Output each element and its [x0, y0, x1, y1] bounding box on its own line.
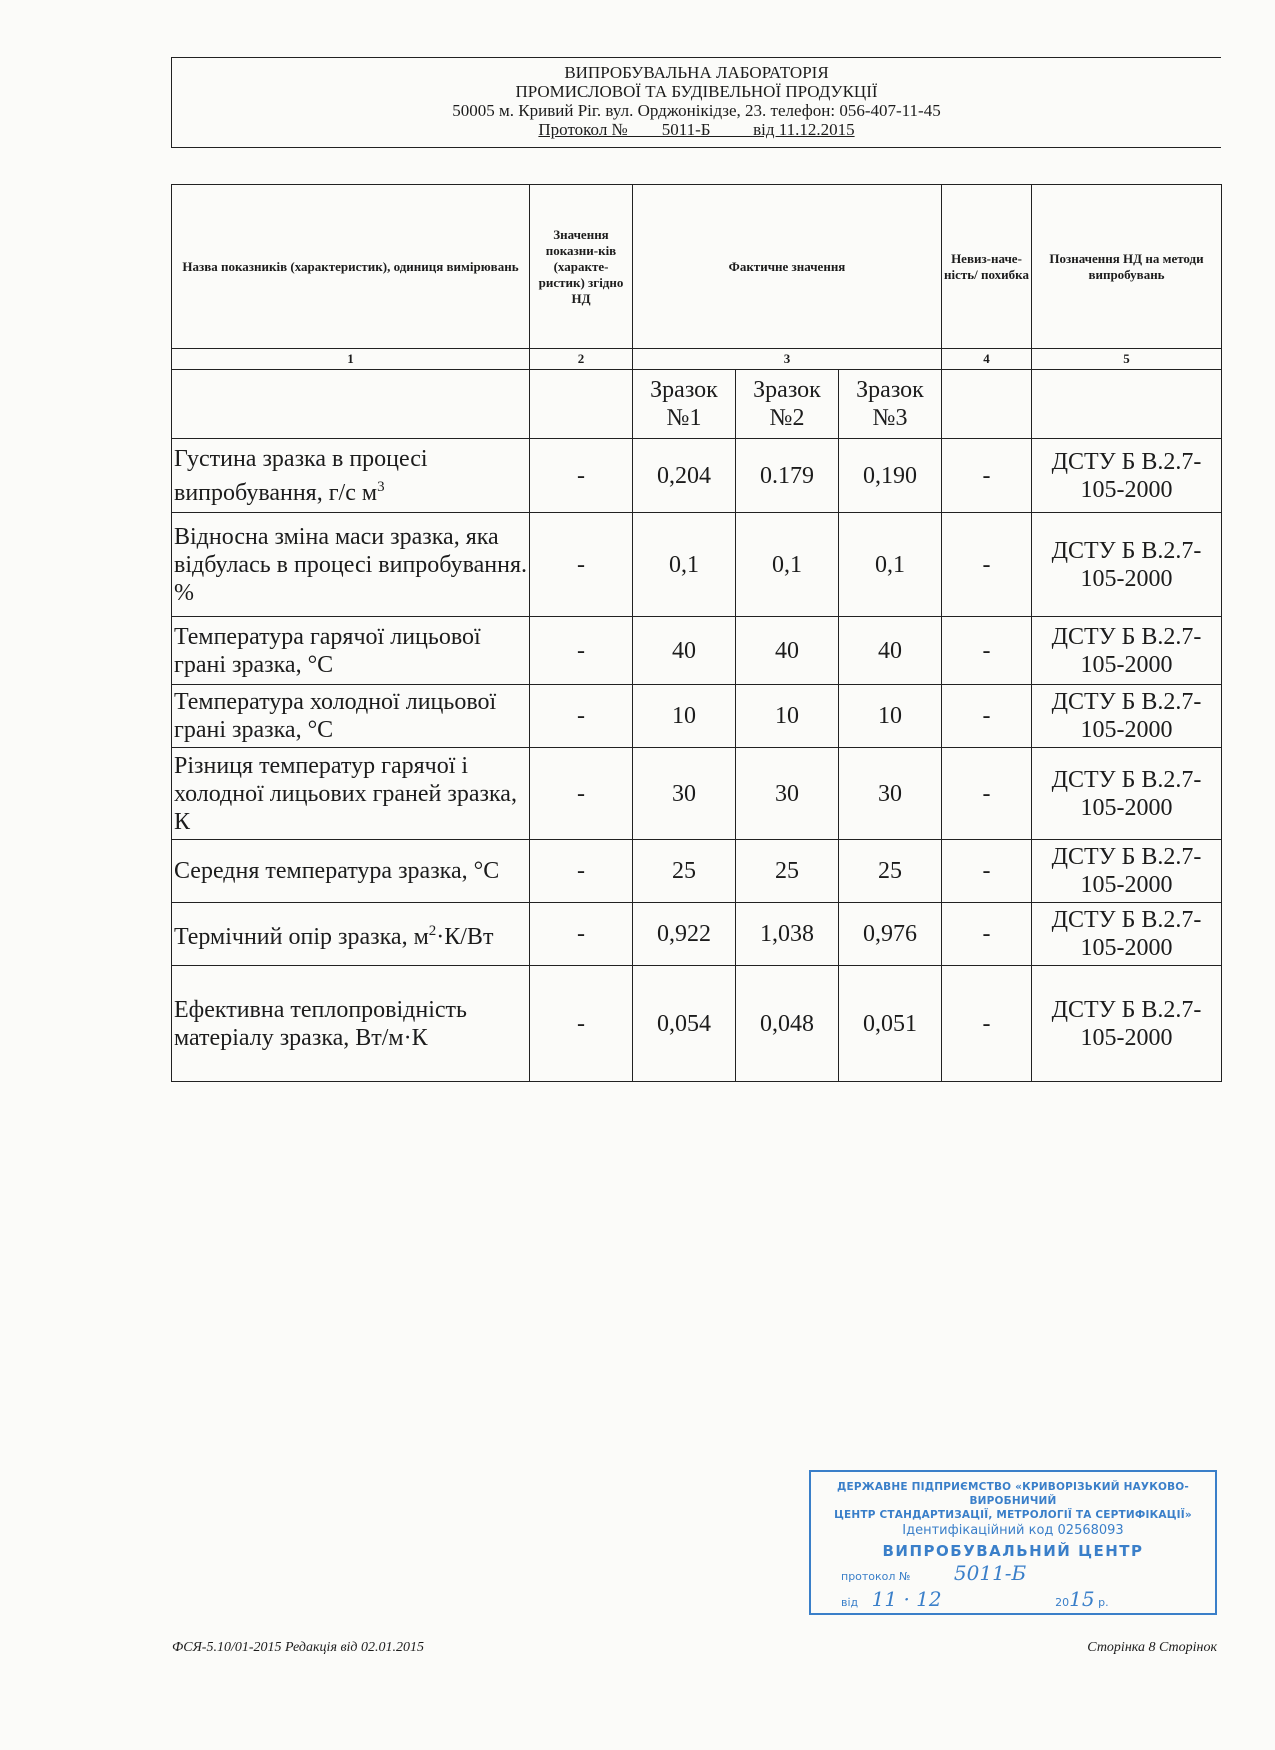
table-row — [172, 903, 1222, 966]
row-test-method: ДСТУ Б В.2.7-105-2000 — [1032, 840, 1222, 903]
table-header-row — [172, 185, 1222, 349]
row-norm-value: - — [530, 748, 633, 840]
row-sample-1-value: 0,1 — [633, 513, 736, 617]
row-sample-1-value: 30 — [633, 748, 736, 840]
row-sample-3-value: 25 — [839, 840, 942, 903]
official-stamp — [809, 1470, 1217, 1615]
table-row — [172, 439, 1222, 513]
results-table — [171, 184, 1222, 1082]
row-uncertainty: - — [942, 966, 1032, 1082]
row-name-text: Відносна зміна маси зразка, яка відбулась в процесі випробування. % — [174, 523, 527, 606]
row-characteristic-name — [172, 840, 530, 903]
row-sample-3-value: 0,976 — [839, 903, 942, 966]
row-sample-2-value: 0.179 — [736, 439, 839, 513]
table-row — [172, 513, 1222, 617]
footer-right: Сторінка 8 Сторінок — [1087, 1640, 1217, 1655]
row-norm-value: - — [530, 966, 633, 1082]
row-test-method: ДСТУ Б В.2.7-105-2000 — [1032, 903, 1222, 966]
header-characteristics: Назва показників (характеристик), одиниця вимірювань — [172, 185, 530, 349]
row-characteristic-name — [172, 617, 530, 685]
col-number: 2 — [530, 349, 633, 370]
row-test-method: ДСТУ Б В.2.7-105-2000 — [1032, 966, 1222, 1082]
row-sample-2-value: 40 — [736, 617, 839, 685]
row-uncertainty: - — [942, 748, 1032, 840]
row-norm-value: - — [530, 617, 633, 685]
row-norm-value: - — [530, 685, 633, 748]
row-sample-1-value: 10 — [633, 685, 736, 748]
row-test-method: ДСТУ Б В.2.7-105-2000 — [1032, 685, 1222, 748]
table-row — [172, 966, 1222, 1082]
row-name-text: Термічний опір зразка, м — [174, 924, 429, 950]
col-number: 4 — [942, 349, 1032, 370]
sample-header-row — [172, 370, 1222, 439]
stamp-center-name: ВИПРОБУВАЛЬНИЙ ЦЕНТР — [882, 1542, 1144, 1560]
row-test-method: ДСТУ Б В.2.7-105-2000 — [1032, 439, 1222, 513]
protocol-line: Протокол № 5011-Б від 11.12.2015 — [538, 120, 855, 139]
row-sample-2-value: 0,048 — [736, 966, 839, 1082]
row-uncertainty: - — [942, 439, 1032, 513]
row-sample-2-value: 30 — [736, 748, 839, 840]
stamp-code: Ідентифікаційний код 02568093 — [902, 1523, 1124, 1538]
column-number-row — [172, 349, 1222, 370]
row-name-superscript: 3 — [377, 478, 385, 495]
footer-left: ФСЯ-5.10/01-2015 Редакція від 02.01.2015 — [172, 1640, 424, 1655]
header-test-method: Позначення НД на методи випробувань — [1032, 185, 1222, 349]
row-characteristic-name — [172, 513, 530, 617]
row-sample-2-value: 1,038 — [736, 903, 839, 966]
row-test-method: ДСТУ Б В.2.7-105-2000 — [1032, 513, 1222, 617]
row-sample-3-value: 10 — [839, 685, 942, 748]
row-sample-2-value: 10 — [736, 685, 839, 748]
header-norm-value: Значення показни-ків (характе-ристик) згідно НД — [530, 185, 633, 349]
row-norm-value: - — [530, 903, 633, 966]
row-name-text: Густина зразка в процесі випробування, г/с м — [174, 445, 428, 506]
sample-2-header: Зразок №2 — [736, 370, 839, 439]
row-sample-3-value: 0,051 — [839, 966, 942, 1082]
sample-3-header: Зразок №3 — [839, 370, 942, 439]
table-row — [172, 748, 1222, 840]
row-uncertainty: - — [942, 513, 1032, 617]
row-name-text: Температура холодної лицьової грані зразка, °С — [174, 689, 497, 743]
table-row — [172, 617, 1222, 685]
header-actual-value: Фактичне значення — [633, 185, 942, 349]
row-name-text-tail: ·К/Вт — [436, 924, 494, 950]
stamp-line2: ЦЕНТР СТАНДАРТИЗАЦІЇ, МЕТРОЛОГІЇ ТА СЕРТИФІКАЦІЇ» — [834, 1509, 1192, 1521]
stamp-year-prefix: 20 — [1055, 1596, 1070, 1609]
row-sample-1-value: 0,054 — [633, 966, 736, 1082]
stamp-year-suffix: р. — [1098, 1596, 1109, 1609]
row-name-text: Ефективна теплопровідність матеріалу зразка, Вт/м·К — [174, 996, 467, 1051]
stamp-year-value: 15 — [1069, 1587, 1095, 1611]
row-uncertainty: - — [942, 617, 1032, 685]
col-number: 3 — [633, 349, 942, 370]
row-name-text: Середня температура зразка, °С — [174, 858, 500, 884]
row-sample-3-value: 0,190 — [839, 439, 942, 513]
row-test-method: ДСТУ Б В.2.7-105-2000 — [1032, 748, 1222, 840]
lab-header — [171, 57, 1221, 148]
row-sample-1-value: 40 — [633, 617, 736, 685]
lab-name-line1: ВИПРОБУВАЛЬНА ЛАБОРАТОРІЯ — [564, 63, 829, 82]
row-sample-2-value: 25 — [736, 840, 839, 903]
col-number: 1 — [172, 349, 530, 370]
row-norm-value: - — [530, 439, 633, 513]
col-number: 5 — [1032, 349, 1222, 370]
row-characteristic-name — [172, 748, 530, 840]
row-name-superscript: 2 — [428, 923, 437, 939]
lab-name-line2: ПРОМИСЛОВОЇ ТА БУДІВЕЛЬНОЇ ПРОДУКЦІЇ — [515, 82, 878, 101]
stamp-line1: ДЕРЖАВНЕ ПІДПРИЄМСТВО «КРИВОРІЗЬКИЙ НАУКОВО-ВИРОБНИЧИЙ — [836, 1481, 1189, 1507]
row-sample-3-value: 30 — [839, 748, 942, 840]
row-characteristic-name — [172, 966, 530, 1082]
stamp-protocol-row — [811, 1562, 1215, 1588]
stamp-date-label: від — [841, 1596, 859, 1609]
row-sample-1-value: 0,204 — [633, 439, 736, 513]
stamp-date-row — [811, 1588, 1215, 1614]
row-characteristic-name — [172, 903, 530, 966]
row-sample-1-value: 0,922 — [633, 903, 736, 966]
row-sample-2-value: 0,1 — [736, 513, 839, 617]
header-uncertainty: Невиз-наче-ність/ похибка — [942, 185, 1032, 349]
table-row — [172, 840, 1222, 903]
row-sample-1-value: 25 — [633, 840, 736, 903]
row-uncertainty: - — [942, 903, 1032, 966]
stamp-protocol-label: протокол № — [841, 1570, 911, 1583]
table-row — [172, 685, 1222, 748]
stamp-protocol-value: 5011-Б — [953, 1561, 1027, 1585]
row-characteristic-name — [172, 439, 530, 513]
row-norm-value: - — [530, 513, 633, 617]
lab-address: 50005 м. Кривий Ріг. вул. Орджонікідзе, 23. телефон: 056-407-11-45 — [452, 101, 941, 120]
row-uncertainty: - — [942, 685, 1032, 748]
row-characteristic-name — [172, 685, 530, 748]
row-sample-3-value: 0,1 — [839, 513, 942, 617]
row-name-text: Різниця температур гарячої і холодної лицьових граней зразка, К — [174, 752, 517, 835]
row-uncertainty: - — [942, 840, 1032, 903]
row-name-text: Температура гарячої лицьової грані зразка, °С — [174, 623, 481, 678]
row-sample-3-value: 40 — [839, 617, 942, 685]
row-test-method: ДСТУ Б В.2.7-105-2000 — [1032, 617, 1222, 685]
row-norm-value: - — [530, 840, 633, 903]
sample-1-header: Зразок №1 — [633, 370, 736, 439]
stamp-date-value: 11 · 12 — [871, 1587, 942, 1611]
